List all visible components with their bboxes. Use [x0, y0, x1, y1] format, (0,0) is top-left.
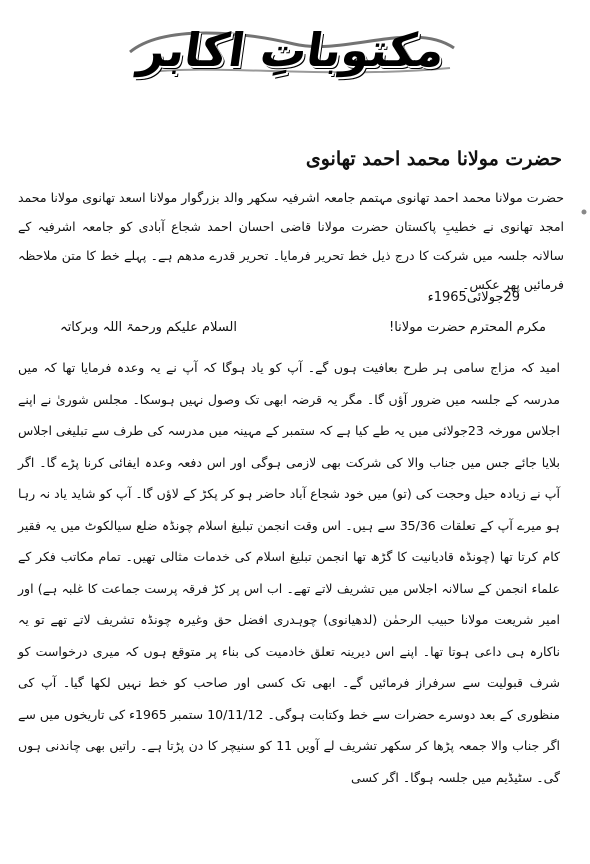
- salutation-row: [60, 320, 546, 344]
- intro-paragraph: حضرت مولانا محمد احمد تھانوی مہتمم جامعہ اشرفیہ سکھر والد بزرگوار مولانا اسعد تھانوی مولانا محمد امجد تھانوی نے خطیبِ پاکستان حضرت مولانا قاضی احسان احمد شجاع آبادی کو جامعہ اشرفیہ کے سالانہ جلسہ میں شرکت کا درج ذیل خط تحریر فرمایا۔ تحریر قدرے مدھم ہے۔ پہلے خط کا متن ملاحظہ فرمائیں پھر عکس۔: [18, 190, 564, 292]
- letter-body: امید کہ مزاج سامی ہر طرح بعافیت ہوں گے۔ آپ کو یاد ہوگا کہ آپ نے یہ وعدہ فرمایا تھا کہ میں مدرسہ کے جلسہ میں ضرور آؤں گا۔ مگر یہ قرضہ ابھی تک وصول نہیں ہوسکا۔ مجلس شوریٰ نے اپنے اجلاس مورخہ 23جولائی میں یہ طے کیا ہے کہ ستمبر کے مہینہ میں مدرسہ کی طرف سے تبلیغی اجلاس بلایا جائے جس میں جناب والا کی شرکت بھی لازمی ہوگی اور اس دفعہ وعدہ ایفائی کرنا پڑے گا۔ اگر آپ نے زیادہ حیل وحجت کی (تو) میں خود شجاع آباد حاضر ہو کر پکڑ کے لاؤں گا۔ آپ کو شاید یاد نہ رہا ہو میرے آپ کے تعلقات 35/36 سے ہیں۔ اس وقت انجمن تبلیغ اسلام چونڈہ ضلع سیالکوٹ میں یہ فقیر کام کرتا تھا (چونڈہ قادیانیت کا گڑھ تھا انجمن تبلیغ اسلام کی خدمات مثالی تھیں۔ تمام مکاتب فکر کے علماء انجمن کے سالانہ اجلاس میں تشریف لاتے تھے۔ اب اس پر کڑ فرقہ پرست جماعت کا غلبہ ہے) اور امیر شریعت مولانا حبیب الرحمٰن (لدھیانوی) چوہدری افضل حق وغیرہ چونڈہ تشریف لاتے تھے تو یہ ناکارہ ہی داعی ہوتا تھا۔ اپنے اس دیرینہ تعلق خادمیت کی بناء پر متوقع ہوں کہ میری درخواست کو شرف قبولیت سے سرفراز فرمائیں گے۔ ابھی تک کسی اور صاحب کو خط نہیں لکھا گیا۔ آپ کی منظوری کے بعد دوسرے حضرات سے خط وکتابت ہوگی۔ 10/11/12 ستمبر 1965ء کی تاریخوں میں سے اگر جناب والا جمعہ پڑھا کر سکھر تشریف لے آویں 11 کو سنیچر کا دن پڑتا ہے۔ راتیں بھی چاندنی ہوں گی۔ سٹیڈیم میں جلسہ ہوگا۔ اگر کسی: [18, 360, 561, 785]
- banner-title: مکتوباتِ اکابر: [135, 23, 448, 77]
- greeting: مکرم المحترم حضرت مولانا!: [389, 320, 546, 335]
- scan-speck: [580, 207, 588, 217]
- header-banner: [124, 14, 459, 86]
- letter-date: 29جولائی1965ء: [427, 290, 520, 305]
- section-heading: حضرت مولانا محمد احمد تھانوی: [305, 148, 562, 170]
- salam: السلام علیکم ورحمۃ اللہ وبرکاتہ: [60, 320, 237, 335]
